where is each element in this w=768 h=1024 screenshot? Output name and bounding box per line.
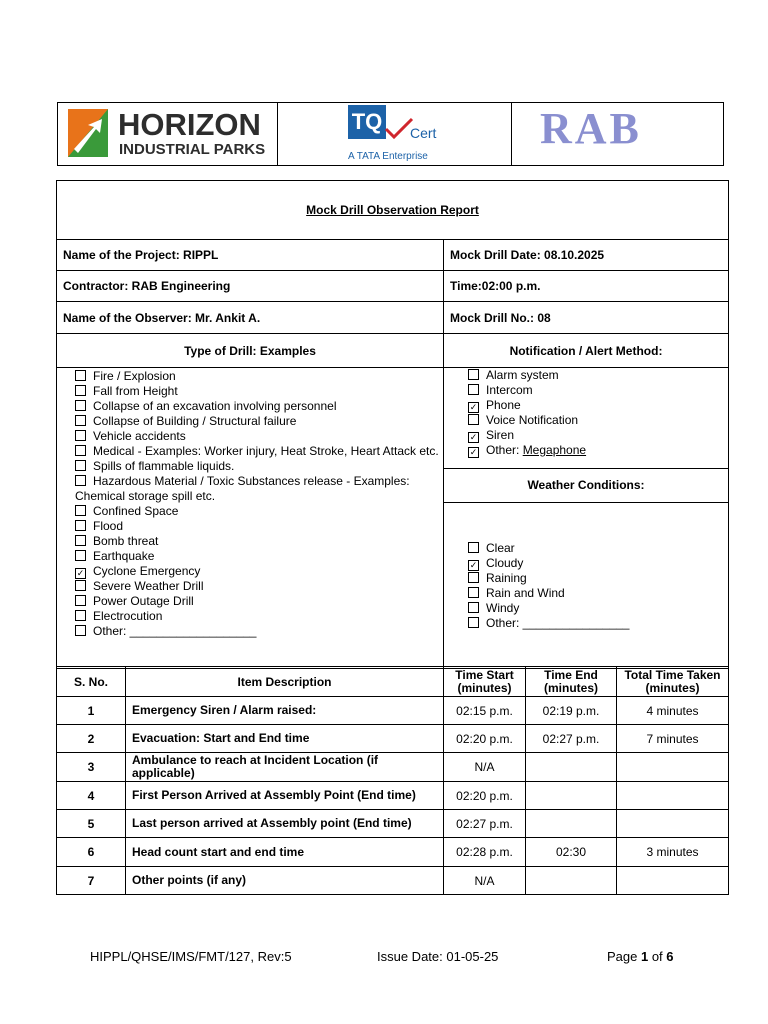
checkbox-icon[interactable] <box>75 445 86 456</box>
notification-method-item <box>468 368 728 383</box>
row-description: First Person Arrived at Assembly Point (End time) <box>126 782 444 810</box>
table-row <box>57 782 729 810</box>
row-description: Evacuation: Start and End time <box>126 725 444 753</box>
footer-page-number <box>607 949 674 964</box>
row-time-end: 02:27 p.m. <box>526 725 617 753</box>
notification-method-label: Voice Notification <box>486 413 579 427</box>
notification-method-label: Siren <box>486 428 515 442</box>
drill-type-item <box>75 459 439 474</box>
row-time-end <box>526 810 617 838</box>
row-sno: 3 <box>57 753 126 782</box>
checkbox-icon[interactable] <box>75 580 86 591</box>
row-sno: 5 <box>57 810 126 838</box>
row-sno: 1 <box>57 697 126 725</box>
weather-condition-label: Other: ________________ <box>486 616 630 630</box>
report-header-table <box>56 180 729 669</box>
table-row <box>57 725 729 753</box>
drill-time: Time:02:00 p.m. <box>444 271 729 302</box>
checkbox-icon[interactable] <box>75 550 86 561</box>
notification-method-item <box>468 413 728 428</box>
header-sno: S. No. <box>57 667 126 697</box>
row-sno: 4 <box>57 782 126 810</box>
notification-method-other-value: Megaphone <box>522 443 587 457</box>
drill-type-label: Hazardous Material / Toxic Substances release - Examples: Chemical storage spill etc. <box>75 474 410 503</box>
drill-type-item <box>75 549 439 564</box>
checked-checkbox-icon[interactable]: ✓ <box>469 560 478 570</box>
drill-type-item <box>75 384 439 399</box>
drill-type-label: Earthquake <box>93 549 155 563</box>
weather-condition-item <box>468 541 728 556</box>
notification-method-item <box>468 428 728 443</box>
notification-method-label: Alarm system <box>486 368 559 382</box>
drill-type-label: Power Outage Drill <box>93 594 194 608</box>
checkbox-icon[interactable] <box>468 384 479 395</box>
drill-type-label: Flood <box>93 519 124 533</box>
drill-type-item <box>75 609 439 624</box>
drill-date: Mock Drill Date: 08.10.2025 <box>444 240 729 271</box>
row-time-start: 02:15 p.m. <box>444 697 526 725</box>
checkbox-icon[interactable] <box>75 505 86 516</box>
timing-table <box>56 666 729 895</box>
horizon-logo-title: HORIZON <box>118 107 261 142</box>
weather-condition-label: Rain and Wind <box>486 586 565 600</box>
header-time-end: Time End (minutes) <box>526 667 617 697</box>
row-total-time: 3 minutes <box>617 838 729 867</box>
header-time-start: Time Start (minutes) <box>444 667 526 697</box>
row-total-time <box>617 753 729 782</box>
checkbox-icon[interactable] <box>468 414 479 425</box>
drill-type-label: Cyclone Emergency <box>93 564 201 578</box>
weather-condition-label: Raining <box>486 571 527 585</box>
notification-method-label: Other: <box>486 443 523 457</box>
checkbox-icon[interactable] <box>75 460 86 471</box>
checkbox-icon[interactable] <box>75 475 86 486</box>
row-time-start: 02:28 p.m. <box>444 838 526 867</box>
drill-type-item <box>75 579 439 594</box>
row-time-start: N/A <box>444 867 526 895</box>
checkbox-icon[interactable] <box>75 610 86 621</box>
weather-list <box>444 503 728 631</box>
row-description: Emergency Siren / Alarm raised: <box>126 697 444 725</box>
notification-list <box>444 368 728 468</box>
checkbox-icon[interactable] <box>75 625 86 636</box>
drill-type-label: Collapse of Building / Structural failure <box>93 414 297 428</box>
row-total-time: 4 minutes <box>617 697 729 725</box>
row-description: Ambulance to reach at Incident Location (if applicable) <box>126 753 444 782</box>
weather-condition-label: Cloudy <box>486 556 524 570</box>
checkbox-icon[interactable] <box>75 520 86 531</box>
row-sno: 7 <box>57 867 126 895</box>
checkbox-icon[interactable] <box>468 617 479 628</box>
notification-method-item <box>468 443 728 458</box>
drill-number: Mock Drill No.: 08 <box>444 302 729 334</box>
observer-name: Name of the Observer: Mr. Ankit A. <box>57 302 444 334</box>
drill-type-label: Confined Space <box>93 504 179 518</box>
drill-type-label: Bomb threat <box>93 534 159 548</box>
notification-method-item <box>468 398 728 413</box>
row-time-start: 02:20 p.m. <box>444 725 526 753</box>
drill-types-cell <box>57 368 444 669</box>
row-description: Head count start and end time <box>126 838 444 867</box>
drill-type-item <box>75 564 439 579</box>
notification-method-label: Phone <box>486 398 521 412</box>
header-description: Item Description <box>126 667 444 697</box>
checked-checkbox-icon[interactable]: ✓ <box>469 402 478 412</box>
drill-type-item <box>75 444 439 459</box>
checkbox-icon[interactable] <box>75 385 86 396</box>
checkbox-icon[interactable] <box>468 369 479 380</box>
notification-header: Notification / Alert Method: <box>444 334 729 368</box>
page-prefix: Page <box>607 949 641 964</box>
drill-type-item <box>75 399 439 414</box>
footer-doc-code: HIPPL/QHSE/IMS/FMT/127, Rev:5 <box>90 949 292 964</box>
drill-type-label: Electrocution <box>93 609 163 623</box>
right-options-cell <box>444 368 729 669</box>
row-sno: 2 <box>57 725 126 753</box>
drill-type-label: Severe Weather Drill <box>93 579 204 593</box>
page-of: of <box>648 949 667 964</box>
drill-type-label: Spills of flammable liquids. <box>93 459 235 473</box>
checked-checkbox-icon[interactable]: ✓ <box>469 447 478 457</box>
weather-condition-item <box>468 556 728 571</box>
weather-condition-label: Clear <box>486 541 515 555</box>
project-name: Name of the Project: RIPPL <box>57 240 444 271</box>
footer-issue-date: Issue Date: 01-05-25 <box>377 949 499 964</box>
drill-type-label: Collapse of an excavation involving personnel <box>93 399 337 413</box>
row-time-start: N/A <box>444 753 526 782</box>
drill-type-item <box>75 369 439 384</box>
logo-header <box>57 102 724 166</box>
row-description: Other points (if any) <box>126 867 444 895</box>
drill-type-item <box>75 474 439 504</box>
drill-type-item <box>75 594 439 609</box>
row-description: Last person arrived at Assembly point (End time) <box>126 810 444 838</box>
checkbox-icon[interactable] <box>468 572 479 583</box>
drill-type-item <box>75 624 439 639</box>
header-total-time: Total Time Taken (minutes) <box>617 667 729 697</box>
row-time-end: 02:30 <box>526 838 617 867</box>
weather-condition-item <box>468 616 728 631</box>
row-total-time: 7 minutes <box>617 725 729 753</box>
drill-type-item <box>75 534 439 549</box>
checked-checkbox-icon[interactable]: ✓ <box>469 432 478 442</box>
row-total-time <box>617 810 729 838</box>
row-time-end <box>526 867 617 895</box>
drill-type-item <box>75 519 439 534</box>
horizon-logo-icon <box>68 109 108 157</box>
weather-condition-label: Windy <box>486 601 520 615</box>
table-row <box>57 753 729 782</box>
drill-type-label: Fire / Explosion <box>93 369 176 383</box>
drill-types-list <box>57 369 443 639</box>
row-time-end <box>526 753 617 782</box>
table-row <box>57 867 729 895</box>
drill-type-label: Fall from Height <box>93 384 178 398</box>
drill-type-item <box>75 504 439 519</box>
tq-logo-subtitle: A TATA Enterprise <box>348 151 428 162</box>
row-time-start: 02:20 p.m. <box>444 782 526 810</box>
checkbox-icon[interactable] <box>75 430 86 441</box>
checkbox-icon[interactable] <box>75 370 86 381</box>
checkbox-icon[interactable] <box>75 400 86 411</box>
checkbox-icon[interactable] <box>75 595 86 606</box>
rab-logo: RAB <box>540 104 642 153</box>
table-row <box>57 697 729 725</box>
weather-condition-item <box>468 571 728 586</box>
checked-checkbox-icon[interactable]: ✓ <box>76 568 85 578</box>
weather-condition-item <box>468 586 728 601</box>
row-time-start: 02:27 p.m. <box>444 810 526 838</box>
weather-condition-item <box>468 601 728 616</box>
drill-types-header: Type of Drill: Examples <box>57 334 444 368</box>
checkbox-icon[interactable] <box>468 542 479 553</box>
tq-logo-cert: Cert <box>410 125 437 141</box>
row-total-time <box>617 867 729 895</box>
checkbox-icon[interactable] <box>75 535 86 546</box>
notification-method-item <box>468 383 728 398</box>
drill-type-label: Medical - Examples: Worker injury, Heat Stroke, Heart Attack etc. <box>93 444 439 458</box>
horizon-logo-subtitle: INDUSTRIAL PARKS <box>119 141 266 158</box>
table-row <box>57 810 729 838</box>
contractor-name: Contractor: RAB Engineering <box>57 271 444 302</box>
page-title: Mock Drill Observation Report <box>57 181 729 240</box>
row-time-end: 02:19 p.m. <box>526 697 617 725</box>
drill-type-label: Other: ___________________ <box>93 624 257 638</box>
row-time-end <box>526 782 617 810</box>
page-current: 1 <box>640 949 649 964</box>
page-total: 6 <box>666 949 674 964</box>
row-total-time <box>617 782 729 810</box>
notification-method-label: Intercom <box>486 383 533 397</box>
drill-type-label: Vehicle accidents <box>93 429 186 443</box>
checkbox-icon[interactable] <box>468 602 479 613</box>
drill-type-item <box>75 414 439 429</box>
checkbox-icon[interactable] <box>468 587 479 598</box>
drill-type-item <box>75 429 439 444</box>
checkbox-icon[interactable] <box>75 415 86 426</box>
row-sno: 6 <box>57 838 126 867</box>
table-row <box>57 838 729 867</box>
tq-logo-mark: TQ <box>348 105 386 139</box>
weather-header: Weather Conditions: <box>444 468 728 503</box>
timing-header-row <box>57 667 729 697</box>
